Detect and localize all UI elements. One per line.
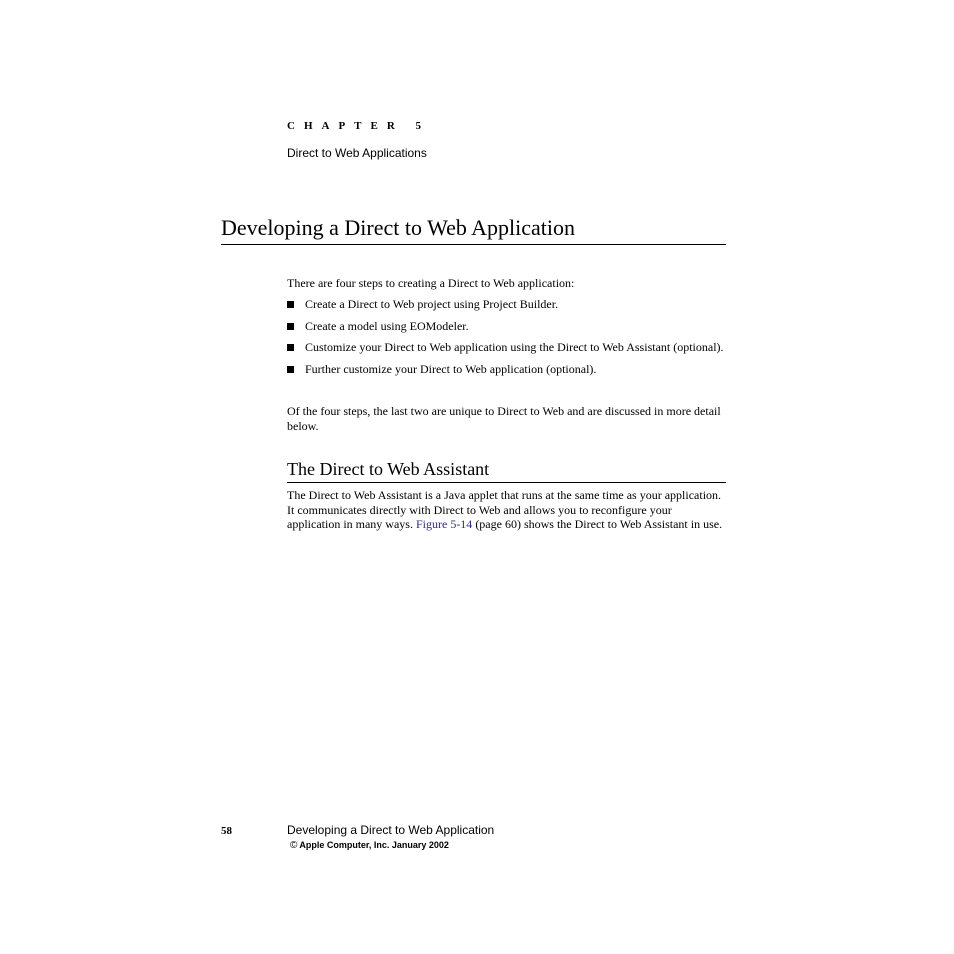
- running-head: Direct to Web Applications: [287, 146, 427, 160]
- list-item: [287, 340, 727, 355]
- subsection-title: The Direct to Web Assistant: [287, 458, 726, 483]
- page-number: 58: [221, 825, 232, 837]
- figure-link[interactable]: Figure 5-14: [415, 517, 473, 531]
- square-bullet-icon: [287, 301, 294, 308]
- list-item: [287, 319, 727, 334]
- square-bullet-icon: [287, 366, 294, 373]
- step-text: Customize your Direct to Web application using the Direct to Web Assistant (optional).: [305, 340, 724, 354]
- closing-paragraph: Of the four steps, the last two are unique to Direct to Web and are discussed in more detail below.: [287, 404, 721, 433]
- section-title: Developing a Direct to Web Application: [221, 214, 726, 245]
- step-text: Create a Direct to Web project using Project Builder.: [305, 297, 559, 311]
- list-item: [287, 362, 727, 377]
- copyright-notice: [290, 840, 449, 851]
- step-text: Further customize your Direct to Web application (optional).: [305, 361, 597, 376]
- paragraph-text-continued: (page 60) shows the Direct to Web Assistant in use.: [472, 517, 723, 531]
- assistant-paragraph: [287, 488, 727, 532]
- footer-title: Developing a Direct to Web Application: [287, 823, 495, 837]
- steps-list: [287, 297, 727, 383]
- chapter-label: CHAPTER 5: [287, 120, 431, 132]
- square-bullet-icon: [287, 344, 294, 351]
- intro-paragraph: There are four steps to creating a Direct to Web application:: [287, 276, 575, 290]
- copyright-icon: ©: [290, 840, 298, 851]
- square-bullet-icon: [287, 323, 294, 330]
- copyright-text: Apple Computer, Inc. January 2002: [299, 840, 449, 850]
- paragraph-text: The Direct to Web Assistant is a Java applet that runs at the same time as your application. It communicates directly with Direct to Web and allows you to reconfigure your application in many ways.: [287, 488, 722, 531]
- step-text: Create a model using EOModeler.: [305, 318, 469, 333]
- list-item: [287, 297, 727, 312]
